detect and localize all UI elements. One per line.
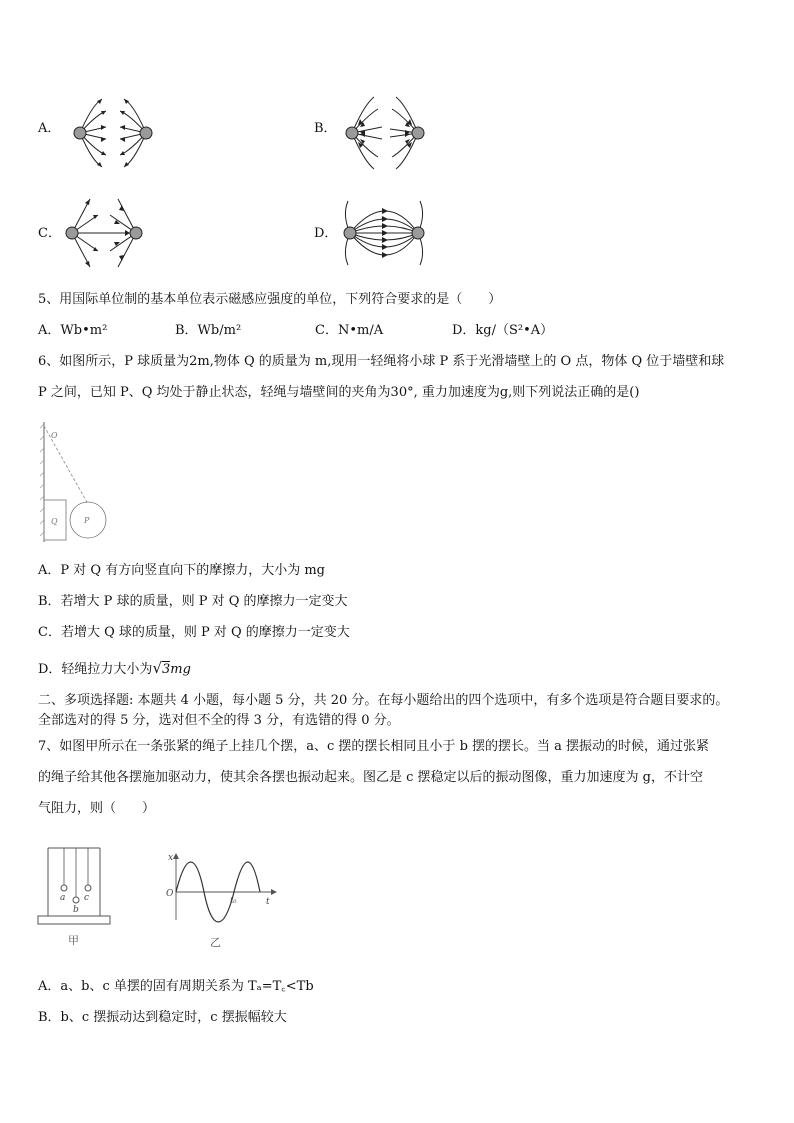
question-7-figure-jia: [36, 840, 116, 950]
sqrt-radicand: 3: [162, 662, 171, 677]
question-5-stem: 5、用国际单位制的基本单位表示磁感应强度的单位，下列符合要求的是（ ）: [38, 292, 502, 307]
q4-figure-b: [338, 95, 438, 170]
question-5-option-a: A．Wb•m²: [38, 323, 108, 338]
option-d-prefix: D．轻绳拉力大小为: [38, 662, 153, 677]
q4-option-a-label: A．: [38, 121, 61, 136]
q4-option-c-label: C．: [38, 226, 61, 241]
q4-figure-c: [62, 195, 162, 270]
question-6-figure: [38, 420, 110, 545]
question-6-stem-line-2: P 之间，已知 P、Q 均处于静止状态，轻绳与墙壁间的夹角为30°, 重力加速度为g,则下列说法正确的是(): [38, 385, 640, 400]
q4-option-b-label: B．: [314, 121, 337, 136]
question-7-stem-line-2: 的绳子给其他各摆施加驱动力，使其余各摆也振动起来。图乙是 c 摆稳定以后的振动图像，重力加速度为 g，不计空: [38, 770, 704, 785]
label-p: P: [84, 516, 90, 525]
pendulum-b-label: b: [73, 905, 79, 915]
q4-figure-a: [62, 95, 162, 170]
x-axis-label: x: [168, 853, 174, 863]
question-6-option-b: B．若增大 P 球的质量，则 P 对 Q 的摩擦力一定变大: [38, 594, 348, 609]
q4-figure-d: [338, 195, 438, 270]
pendulum-a-label: a: [60, 893, 66, 903]
question-6-option-c: C．若增大 Q 球的质量，则 P 对 Q 的摩擦力一定变大: [38, 625, 350, 640]
question-5-option-d: D．kg/（S²•A）: [452, 323, 554, 338]
question-6-option-a: A．P 对 Q 有方向竖直向下的摩擦力，大小为 mg: [38, 563, 325, 578]
question-7-option-a: A．a、b、c 单摆的固有周期关系为 Tₐ=T꜀<Tb: [38, 979, 314, 994]
question-7-figure-yi: [162, 848, 282, 950]
question-5-option-b: B．Wb/m²: [175, 323, 242, 338]
question-6-option-d: [38, 659, 191, 679]
t0-label: t₀: [230, 896, 237, 905]
label-o: O: [51, 431, 58, 440]
t-axis-label: t: [266, 897, 270, 907]
question-7-stem-line-3: 气阻力，则（ ）: [38, 801, 156, 816]
question-7-stem-line-1: 7、如图甲所示在一条张紧的绳子上挂几个摆，a、c 摆的摆长相同且小于 b 摆的摆长。当 a 摆振动的时候，通过张紧: [38, 739, 710, 754]
question-7-option-b: B．b、c 摆振动达到稳定时，c 摆振幅较大: [38, 1010, 287, 1025]
figure-yi-caption: 乙: [210, 936, 221, 949]
question-6-stem-line-1: 6、如图所示，P 球质量为2m,物体 Q 的质量为 m,现用一轻绳将小球 P 系于光滑墙壁上的 O 点，物体 Q 位于墙壁和球: [38, 354, 725, 369]
q4-option-d-label: D．: [314, 226, 338, 241]
section-2-heading-line-1: 二、多项选择题: 本题共 4 小题，每小题 5 分，共 20 分。在每小题给出的四个选项中，有多个选项是符合题目要求的。: [38, 693, 729, 708]
question-5-option-c: C．N•m/A: [315, 323, 384, 338]
sqrt-sign: √: [152, 659, 162, 677]
label-q: Q: [51, 517, 58, 526]
option-d-suffix: mg: [170, 662, 191, 677]
section-2-heading-line-2: 全部选对的得 5 分，选对但不全的得 3 分，有选错的得 0 分。: [38, 713, 400, 728]
origin-label: O: [166, 889, 174, 899]
pendulum-c-label: c: [84, 893, 90, 903]
figure-jia-caption: 甲: [68, 934, 79, 947]
